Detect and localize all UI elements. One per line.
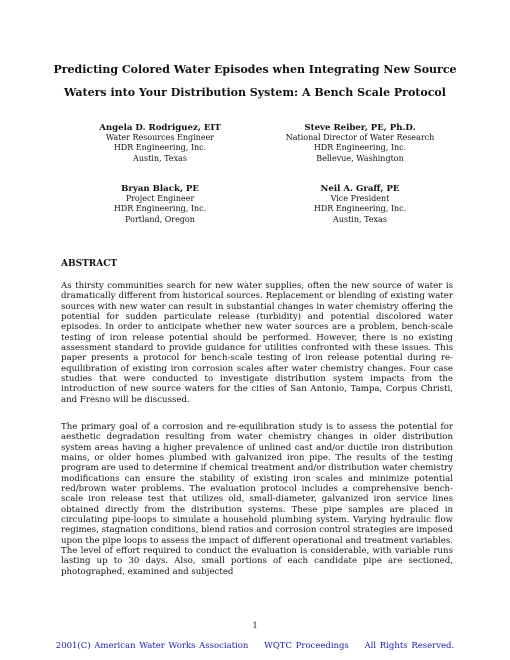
author-role: Water Resources Engineer	[105, 133, 215, 143]
author-location: Austin, Texas	[133, 153, 187, 163]
author-org: HDR Engineering, Inc.	[113, 204, 207, 214]
page-footer	[0, 641, 510, 651]
author-role: National Director of Water Research	[285, 133, 435, 143]
author-org: HDR Engineering, Inc.	[313, 143, 407, 153]
title-line-1: Predicting Colored Water Episodes when Integrating New Source	[53, 63, 457, 76]
page-number: 1	[252, 621, 258, 630]
author-location: Austin, Texas	[333, 214, 387, 224]
footer-copyright: 2001(C) American Water Works Association	[55, 641, 249, 651]
author-block-3	[70, 184, 250, 225]
abstract-paragraph-1: As thirsty communities search for new water supplies, often the new source of water is dramatically different from historical sources. Replacement or blending of existing water sources with new water can result in substantial changes in water chemistry offering the potential for sudden particulate release (turbidity) and potential discolored water episodes. In order to anticipate whether new water sources are a problem, bench-scale testing of iron release potential should be performed. However, there is no existing assessment standard to provide guidance for utilities confronted with these issues. This paper presents a protocol for bench-scale testing of iron release potential during re-equilibration of existing iron corrosion scales after water chemistry changes. Four case studies that were conducted to investigate distribution system impacts from the introduction of new source waters for the cities of San Antonio, Tampa, Corpus Christi, and Fresno will be discussed.	[61, 281, 453, 405]
footer-proceedings: WQTC Proceedings	[264, 641, 349, 651]
author-block-1	[70, 123, 250, 164]
author-role: Project Engineer	[125, 194, 195, 204]
author-name: Bryan Black, PE	[121, 184, 199, 194]
paper-title	[40, 58, 470, 104]
author-location: Bellevue, Washington	[316, 153, 404, 163]
footer-rights: All Rights Reserved.	[364, 641, 455, 651]
title-line-2: Waters into Your Distribution System: A Bench Scale Protocol	[64, 86, 446, 99]
author-org: HDR Engineering, Inc.	[113, 143, 207, 153]
author-org: HDR Engineering, Inc.	[313, 204, 407, 214]
author-name: Angela D. Rodriguez, EIT	[99, 123, 221, 133]
author-name: Neil A. Graff, PE	[320, 184, 400, 194]
author-block-2	[270, 123, 450, 164]
author-role: Vice President	[330, 194, 390, 204]
author-location: Portland, Oregon	[125, 214, 195, 224]
abstract-paragraph-2: The primary goal of a corrosion and re-equilibration study is to assess the potential for aesthetic degradation resulting from water chemistry changes in older distribution system areas having a higher prevalence of unlined cast and/or ductile iron distribution mains, or older homes plumbed with galvanized iron pipe. The results of the testing program are used to determine if chemical treatment and/or distribution water chemistry modifications can ensure the stability of existing iron scales and minimize potential red/brown water problems. The evaluation protocol includes a comprehensive bench-scale iron release test that utilizes old, small-diameter, galvanized iron service lines obtained directly from the distribution systems. These pipe samples are placed in circulating pipe-loops to simulate a household plumbing system. Varying hydraulic flow regimes, stagnation conditions, blend ratios and corrosion control strategies are imposed upon the pipe loops to assess the impact of different operational and treatment variables. The level of effort required to conduct the evaluation is considerable, with variable runs lasting up to 30 days. Also, small portions of each candidate pipe are sectioned, photographed, examined and subjected	[61, 422, 453, 577]
abstract-heading: ABSTRACT	[61, 259, 118, 269]
author-block-4	[270, 184, 450, 225]
author-name: Steve Reiber, PE, Ph.D.	[304, 123, 416, 133]
